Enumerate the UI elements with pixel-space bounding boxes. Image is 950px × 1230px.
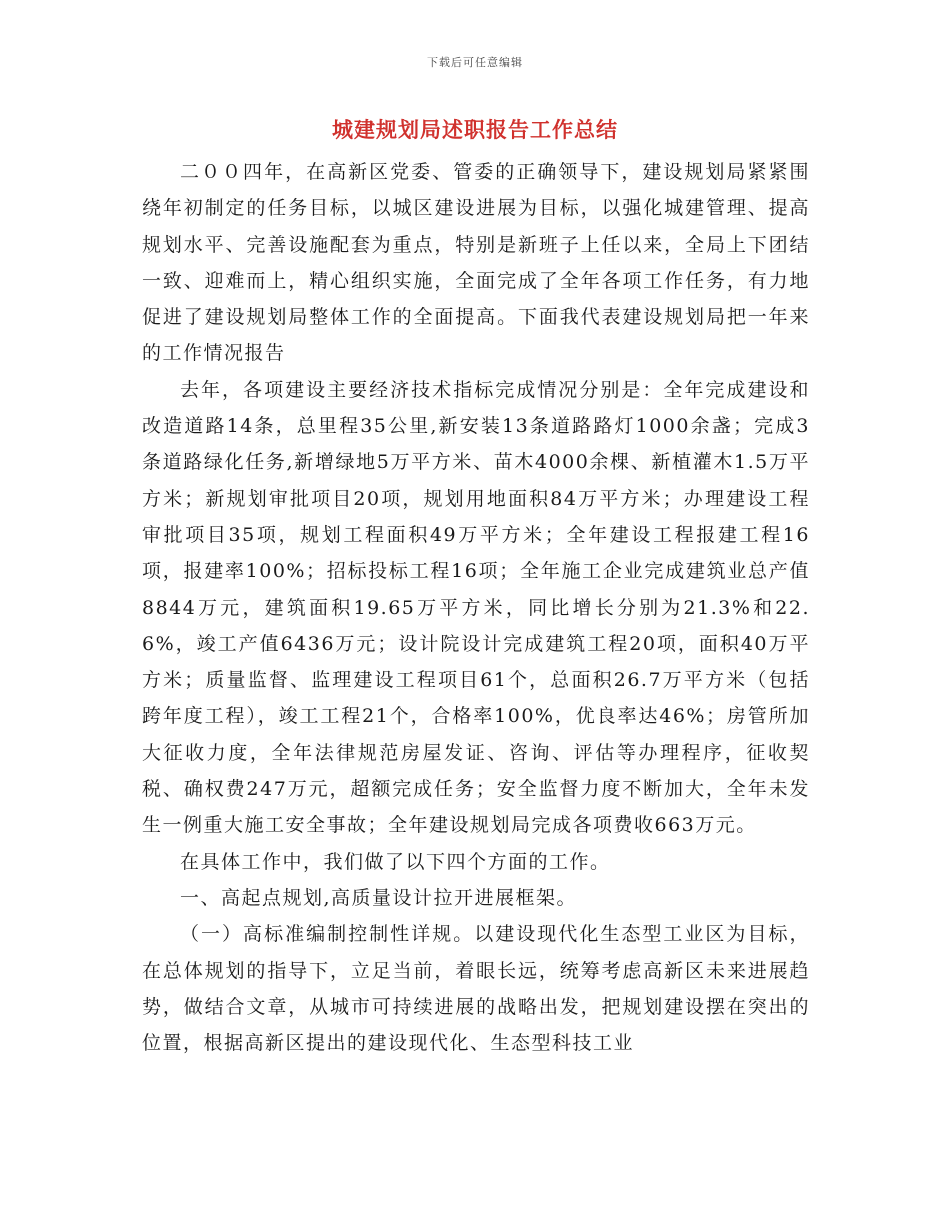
- section-heading-1: 一、高起点规划,高质量设计拉开进展框架。: [180, 886, 578, 909]
- header-note: 下载后可任意编辑: [427, 56, 523, 69]
- document-body: [142, 154, 810, 1061]
- paragraph-work-overview: 在具体工作中，我们做了以下四个方面的工作。: [180, 850, 611, 873]
- paragraph-intro: 二００四年，在高新区党委、管委的正确领导下，建设规划局紧紧围绕年初制定的任务目标，以城区建设进展为目标，以强化城建管理、提高规划水平、完善设施配套为重点，特别是新班子上任以来，全局上下团结一致、迎难而上，精心组织实施，全面完成了全年各项工作任务，有力地促进了建设规划局整体工作的全面提高。下面我代表建设规划局把一年来的工作情况报告: [142, 161, 810, 365]
- document-title: 城建规划局述职报告工作总结: [332, 117, 618, 142]
- paragraph-subsection-1: （一）高标准编制控制性详规。以建设现代化生态型工业区为目标，在总体规划的指导下，立足当前，着眼长远，统筹考虑高新区未来进展趋势，做结合文章，从城市可持续进展的战略出发，把规划建设摆在突出的位置，根据高新区提出的建设现代化、生态型科技工业: [142, 923, 810, 1055]
- paragraph-indicators: 去年，各项建设主要经济技术指标完成情况分别是：全年完成建设和改造道路14条，总里程35公里,新安装13条道路路灯1000余盏；完成3条道路绿化任务,新增绿地5万平方米、苗木4000余棵、新植灌木1.5万平方米；新规划审批项目20项，规划用地面积84万平方米；办理建设工程审批项目35项，规划工程面积49万平方米；全年建设工程报建工程16项，报建率100%；招标投标工程16项；全年施工企业完成建筑业总产值8844万元，建筑面积19.65万平方米，同比增长分别为21.3%和22.6%，竣工产值6436万元；设计院设计完成建筑工程20项，面积40万平方米；质量监督、监理建设工程项目61个，总面积26.7万平方米（包括跨年度工程），竣工工程21个，合格率100%，优良率达46%；房管所加大征收力度，全年法律规范房屋发证、咨询、评估等办理程序，征收契税、确权费247万元，超额完成任务；安全监督力度不断加大，全年未发生一例重大施工安全事故；全年建设规划局完成各项费收663万元。: [142, 378, 810, 837]
